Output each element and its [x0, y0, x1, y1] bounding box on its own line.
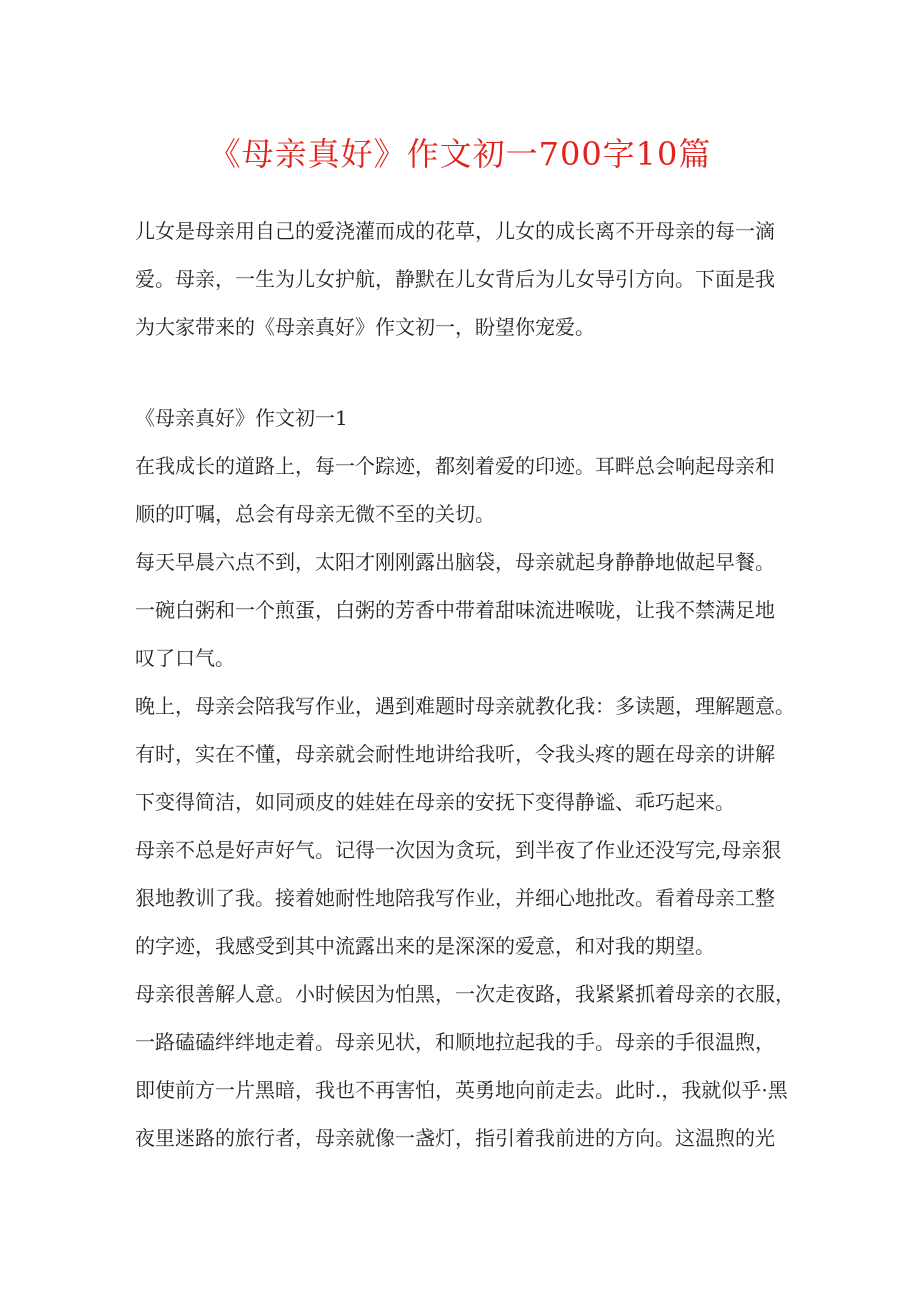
essay-line: 母亲很善解人意。小时候因为怕黑，一次走夜路，我紧紧抓着母亲的衣服， [135, 982, 795, 1006]
essay-line: 叹了口气。 [135, 646, 235, 670]
intro-line: 为大家带来的《母亲真好》作文初一，盼望你宠爱。 [135, 315, 595, 339]
essay-line: 顺的叮嘱，总会有母亲无微不至的关切。 [135, 502, 495, 526]
intro-paragraph [135, 207, 795, 351]
essay-section-1 [135, 394, 795, 1162]
intro-line: 儿女是母亲用自己的爱浇灌而成的花草，儿女的成长离不开母亲的每一滴 [135, 219, 775, 243]
document-title: 《母亲真好》作文初一700字10篇 [208, 135, 712, 173]
section-heading: 《母亲真好》作文初一1 [135, 406, 348, 430]
essay-line: 在我成长的道路上，每一个踪迹，都刻着爱的印迹。耳畔总会响起母亲和 [135, 454, 775, 478]
essay-line: 一路磕磕绊绊地走着。母亲见状，和顺地拉起我的手。母亲的手很温煦， [135, 1030, 775, 1054]
essay-line: 狠地教训了我。接着她耐性地陪我写作业，并细心地批改。看着母亲工整 [135, 886, 775, 910]
essay-line: 每天早晨六点不到，太阳才刚刚露出脑袋，母亲就起身静静地做起早餐。 [135, 550, 775, 574]
essay-line: 即使前方一片黑暗，我也不再害怕，英勇地向前走去。此时.，我就似乎·黑 [135, 1078, 788, 1102]
essay-line: 晚上，母亲会陪我写作业，遇到难题时母亲就教化我：多读题，理解题意。 [135, 694, 795, 718]
essay-line: 一碗白粥和一个煎蛋，白粥的芳香中带着甜味流进喉咙，让我不禁满足地 [135, 598, 775, 622]
essay-line: 有时，实在不懂，母亲就会耐性地讲给我听，令我头疼的题在母亲的讲解 [135, 742, 775, 766]
essay-line: 母亲不总是好声好气。记得一次因为贪玩，到半夜了作业还没写完,母亲狠 [135, 838, 782, 862]
intro-line: 爱。母亲，一生为儿女护航，静默在儿女背后为儿女导引方向。下面是我 [135, 267, 775, 291]
essay-line: 下变得简洁，如同顽皮的娃娃在母亲的安抚下变得静谧、乖巧起来。 [135, 790, 735, 814]
essay-line: 的字迹，我感受到其中流露出来的是深深的爱意，和对我的期望。 [135, 934, 715, 958]
essay-line: 夜里迷路的旅行者，母亲就像一盏灯，指引着我前进的方向。这温煦的光 [135, 1126, 775, 1150]
